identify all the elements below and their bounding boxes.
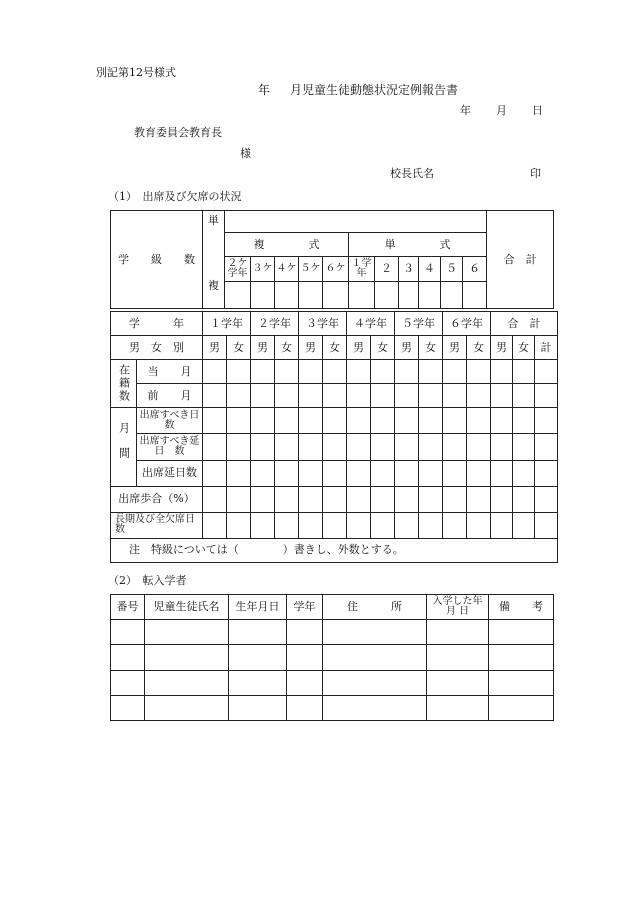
cell[interactable]	[419, 360, 443, 384]
cell[interactable]	[203, 460, 227, 486]
cell[interactable]	[275, 384, 299, 408]
table-row	[111, 695, 554, 720]
male-header: 男	[347, 336, 371, 360]
cell[interactable]	[299, 408, 323, 434]
grade-label: 学 年	[111, 312, 203, 336]
cell[interactable]	[513, 360, 535, 384]
cell[interactable]	[111, 645, 145, 670]
female-header: 女	[419, 336, 443, 360]
cell[interactable]	[427, 695, 489, 720]
cell[interactable]	[443, 408, 467, 434]
col-grade: 学年	[287, 595, 323, 620]
sex-label: 男 女 別	[111, 336, 203, 360]
form-title: 月児童生徒動態状況定例報告書	[290, 83, 459, 97]
cell[interactable]	[225, 281, 251, 308]
single-grade-label: 単 式	[349, 233, 487, 257]
cell[interactable]	[419, 434, 443, 460]
cell[interactable]	[513, 460, 535, 486]
cell[interactable]	[203, 486, 227, 512]
cell[interactable]	[399, 281, 419, 308]
cell[interactable]	[347, 434, 371, 460]
cell[interactable]	[427, 670, 489, 695]
col-remarks: 備 考	[489, 595, 554, 620]
male-header: 男	[443, 336, 467, 360]
cell[interactable]	[371, 434, 395, 460]
cell[interactable]	[229, 620, 287, 645]
cell[interactable]	[491, 460, 513, 486]
single-multi-bottom: 複	[203, 257, 225, 309]
cell[interactable]	[227, 486, 251, 512]
cell[interactable]	[275, 281, 299, 308]
table-row	[111, 645, 554, 670]
cell[interactable]	[229, 645, 287, 670]
single-col-1: １学年	[349, 257, 375, 281]
single-col-3: ３	[399, 257, 419, 281]
col-birth-date: 生年月日	[229, 595, 287, 620]
cell[interactable]	[275, 460, 299, 486]
title-year: 年	[258, 83, 271, 97]
cell[interactable]	[467, 384, 491, 408]
cell[interactable]	[229, 695, 287, 720]
cell[interactable]	[535, 408, 558, 434]
female-header: 女	[227, 336, 251, 360]
cell[interactable]	[467, 360, 491, 384]
cell[interactable]	[443, 384, 467, 408]
cell[interactable]	[489, 695, 554, 720]
cell[interactable]	[287, 620, 323, 645]
cell[interactable]	[489, 620, 554, 645]
section2-heading: （2） 転入学者	[108, 574, 187, 587]
cell[interactable]	[371, 512, 395, 538]
cell[interactable]	[203, 384, 227, 408]
single-col-4: ４	[419, 257, 441, 281]
cell[interactable]	[145, 645, 229, 670]
cell[interactable]	[395, 384, 419, 408]
cell[interactable]	[299, 434, 323, 460]
cell[interactable]	[371, 486, 395, 512]
grade-5: ５学年	[395, 312, 443, 336]
cell[interactable]	[111, 695, 145, 720]
male-header: 男	[395, 336, 419, 360]
col-admission-date: 入学した年 月 日	[427, 595, 489, 620]
cell[interactable]	[287, 670, 323, 695]
cell[interactable]	[323, 460, 347, 486]
class-count-label: 学 級 数	[111, 211, 203, 309]
cell[interactable]	[251, 408, 275, 434]
cell[interactable]	[275, 512, 299, 538]
cell[interactable]	[227, 408, 251, 434]
cell[interactable]	[299, 486, 323, 512]
cell[interactable]	[287, 645, 323, 670]
cell[interactable]	[513, 434, 535, 460]
current-month-label: 当 月	[137, 360, 203, 384]
cell[interactable]	[227, 360, 251, 384]
class-count-table	[110, 210, 554, 309]
col-address: 住 所	[323, 595, 427, 620]
cell[interactable]	[227, 384, 251, 408]
cell[interactable]	[323, 695, 427, 720]
table-row	[111, 670, 554, 695]
long-absence-label: 長期及び全欠席日 数	[111, 512, 203, 538]
cell[interactable]	[287, 695, 323, 720]
class-total-label: 合 計	[487, 211, 554, 309]
cell[interactable]	[347, 360, 371, 384]
grade-total: 合 計	[491, 312, 558, 336]
cell[interactable]	[251, 512, 275, 538]
section1-heading: （1） 出席及び欠席の状況	[108, 190, 242, 203]
cell[interactable]	[427, 620, 489, 645]
cell[interactable]	[323, 360, 347, 384]
cell[interactable]	[491, 434, 513, 460]
attendance-table	[110, 311, 558, 563]
cell[interactable]	[375, 281, 399, 308]
cell[interactable]	[347, 512, 371, 538]
cell[interactable]	[227, 460, 251, 486]
cell[interactable]	[299, 460, 323, 486]
cell[interactable]	[395, 408, 419, 434]
cell[interactable]	[443, 360, 467, 384]
cell[interactable]	[467, 408, 491, 434]
cell[interactable]	[299, 512, 323, 538]
multi-col-4: ４ケ	[275, 257, 299, 281]
cell[interactable]	[111, 670, 145, 695]
cell[interactable]	[395, 512, 419, 538]
cell[interactable]	[491, 486, 513, 512]
days-should-attend-label: 出席すべき日 数	[137, 408, 203, 434]
cell[interactable]	[323, 645, 427, 670]
female-header: 女	[275, 336, 299, 360]
special-class-note: 注 特級については（ ）書きし、外数とする。	[111, 538, 558, 562]
multi-col-6: ６ケ	[323, 257, 349, 281]
single-col-5: ５	[441, 257, 463, 281]
grade-2: ２学年	[251, 312, 299, 336]
cell[interactable]	[251, 360, 275, 384]
cell[interactable]	[275, 408, 299, 434]
cell[interactable]	[251, 384, 275, 408]
grade-3: ３学年	[299, 312, 347, 336]
cell[interactable]	[323, 512, 347, 538]
date-month: 月	[496, 104, 507, 117]
single-col-2: ２	[375, 257, 399, 281]
multi-col-3: ３ケ	[251, 257, 275, 281]
principal-name-label: 校長氏名	[390, 167, 434, 180]
cell[interactable]	[251, 486, 275, 512]
cell[interactable]	[371, 460, 395, 486]
table-row	[111, 620, 554, 645]
transfer-students-table	[110, 594, 554, 721]
cell[interactable]	[395, 486, 419, 512]
cell[interactable]	[489, 645, 554, 670]
cell[interactable]	[419, 460, 443, 486]
honorific: 様	[240, 147, 251, 160]
cell[interactable]	[229, 670, 287, 695]
cell[interactable]	[251, 460, 275, 486]
cell[interactable]	[347, 384, 371, 408]
cell[interactable]	[491, 384, 513, 408]
cell[interactable]	[347, 408, 371, 434]
cell[interactable]	[513, 512, 535, 538]
cell[interactable]	[513, 384, 535, 408]
single-multi-top: 単	[203, 211, 225, 257]
cell[interactable]	[299, 384, 323, 408]
cell[interactable]	[535, 460, 558, 486]
cell[interactable]	[513, 486, 535, 512]
total-header: 計	[535, 336, 558, 360]
cell[interactable]	[467, 512, 491, 538]
cell[interactable]	[441, 281, 463, 308]
cell[interactable]	[419, 384, 443, 408]
cell[interactable]	[145, 670, 229, 695]
cell[interactable]	[251, 434, 275, 460]
total-days-should-attend-label: 出席すべき延 日 数	[137, 434, 203, 460]
cell[interactable]	[275, 486, 299, 512]
cell[interactable]	[489, 670, 554, 695]
form-number: 別記第12号様式	[96, 66, 176, 79]
cell[interactable]	[535, 434, 558, 460]
cell[interactable]	[349, 281, 375, 308]
period-label: 月間	[111, 408, 137, 486]
cell[interactable]	[299, 360, 323, 384]
single-col-6: ６	[463, 257, 487, 281]
previous-month-label: 前 月	[137, 384, 203, 408]
male-header: 男	[203, 336, 227, 360]
cell[interactable]	[227, 434, 251, 460]
cell[interactable]	[251, 281, 275, 308]
cell[interactable]	[463, 281, 487, 308]
male-header: 男	[299, 336, 323, 360]
cell[interactable]	[513, 408, 535, 434]
cell[interactable]	[145, 620, 229, 645]
grade-4: ４学年	[347, 312, 395, 336]
enrollment-label: 在籍数	[111, 360, 137, 408]
col-student-name: 児童生徒氏名	[145, 595, 229, 620]
cell[interactable]	[443, 460, 467, 486]
cell[interactable]	[443, 486, 467, 512]
cell[interactable]	[419, 281, 441, 308]
cell[interactable]	[323, 620, 427, 645]
cell[interactable]	[203, 360, 227, 384]
date-day: 日	[532, 104, 543, 117]
multi-grade-label: 複 式	[225, 233, 349, 257]
attendance-rate-label: 出席歩合（%）	[111, 486, 203, 512]
cell[interactable]	[323, 434, 347, 460]
cell[interactable]	[371, 384, 395, 408]
male-header: 男	[251, 336, 275, 360]
cell[interactable]	[111, 620, 145, 645]
male-header: 男	[491, 336, 513, 360]
cell[interactable]	[535, 512, 558, 538]
female-header: 女	[467, 336, 491, 360]
cell[interactable]	[491, 512, 513, 538]
col-number: 番号	[111, 595, 145, 620]
grade-6: ６学年	[443, 312, 491, 336]
cell[interactable]	[535, 360, 558, 384]
cell[interactable]	[371, 408, 395, 434]
cell[interactable]	[275, 360, 299, 384]
seal-mark: 印	[530, 167, 541, 180]
female-header: 女	[323, 336, 347, 360]
female-header: 女	[513, 336, 535, 360]
cell[interactable]	[419, 512, 443, 538]
cell[interactable]	[323, 486, 347, 512]
cell[interactable]	[443, 434, 467, 460]
cell[interactable]	[443, 512, 467, 538]
cell[interactable]	[467, 434, 491, 460]
cell[interactable]	[347, 486, 371, 512]
cell[interactable]	[419, 408, 443, 434]
cell[interactable]	[535, 384, 558, 408]
cell[interactable]	[145, 695, 229, 720]
multi-col-5: ５ケ	[299, 257, 323, 281]
cell[interactable]	[323, 670, 427, 695]
cell[interactable]	[427, 645, 489, 670]
cell[interactable]	[491, 408, 513, 434]
cell[interactable]	[323, 281, 349, 308]
total-days-attended-label: 出席延日数	[137, 460, 203, 486]
multi-col-2: ２ケ学年	[225, 257, 251, 281]
date-year: 年	[460, 104, 471, 117]
cell[interactable]	[467, 486, 491, 512]
grade-1: １学年	[203, 312, 251, 336]
cell[interactable]	[299, 281, 323, 308]
addressee: 教育委員会教育長	[134, 126, 222, 139]
cell[interactable]	[371, 360, 395, 384]
cell[interactable]	[395, 360, 419, 384]
cell[interactable]	[467, 460, 491, 486]
female-header: 女	[371, 336, 395, 360]
cell[interactable]	[323, 384, 347, 408]
cell[interactable]	[395, 460, 419, 486]
cell[interactable]	[323, 408, 347, 434]
cell[interactable]	[419, 486, 443, 512]
cell[interactable]	[395, 434, 419, 460]
cell[interactable]	[491, 360, 513, 384]
cell[interactable]	[535, 486, 558, 512]
cell[interactable]	[347, 460, 371, 486]
cell[interactable]	[275, 434, 299, 460]
